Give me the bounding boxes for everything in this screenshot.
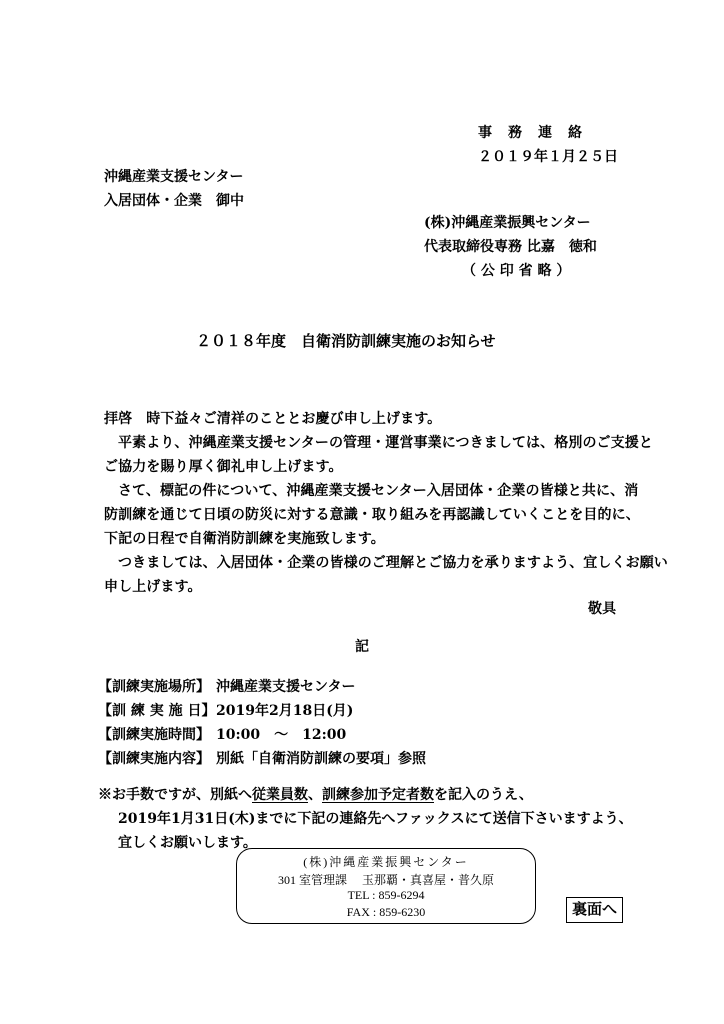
body-paragraph-line: 申し上げます。 — [104, 579, 202, 595]
body-paragraph-line: 下記の日程で自衛消防訓練を実施致します。 — [104, 531, 385, 547]
detail-value-time: 10:00 ～ 12:00 — [216, 727, 347, 743]
note-line-2: 2019年1月31日(木)までに下記の連絡先へファックスにて送信下さいますよう、 — [118, 811, 633, 827]
contact-box — [236, 848, 536, 924]
detail-value-content: 別紙「自衛消防訓練の要項」参照 — [216, 751, 426, 767]
recipient-center: 沖縄産業支援センター — [104, 169, 244, 185]
greeting: 拝啓 時下益々ご清祥のこととお慶び申し上げます。 — [104, 411, 442, 427]
note-text: 、 — [308, 787, 322, 803]
note-text: を記入のうえ、 — [434, 787, 533, 803]
sender-person: 代表取締役専務 比嘉 徳和 — [424, 239, 597, 255]
contact-tel: TEL : 859-6294 — [347, 888, 425, 902]
detail-label-content: 【訓練実施内容】 — [98, 751, 210, 767]
body-paragraph-line: ご協力を賜り厚く御礼申し上げます。 — [104, 459, 343, 475]
closing-keigu: 敬具 — [588, 601, 617, 617]
recipient-tenants: 入居団体・企業 御中 — [104, 193, 244, 209]
body-paragraph-line: 防訓練を通じて日頃の防災に対する意識・取り組みを再認識していくことを目的に、 — [104, 507, 640, 523]
document-date: ２０１９年１月２５日 — [478, 149, 618, 165]
body-paragraph-line: つきましては、入居団体・企業の皆様のご理解とご協力を承りますよう、宜しくお願い — [118, 555, 668, 571]
ki-heading: 記 — [355, 639, 369, 655]
note-participant-count: 訓練参加予定者数 — [322, 787, 434, 803]
note-text: ※お手数ですが、別紙へ — [98, 787, 252, 803]
contact-fax: FAX : 859-6230 — [346, 905, 426, 919]
detail-value-location: 沖縄産業支援センター — [216, 679, 356, 695]
detail-label-date: 【訓 練 実 施 日】 — [98, 703, 216, 719]
body-paragraph-line: さて、標記の件について、沖縄産業支援センター入居団体・企業の皆様と共に、消 — [118, 483, 639, 499]
detail-label-time: 【訓練実施時間】 — [98, 727, 210, 743]
document-type: 事 務 連 絡 — [478, 125, 583, 141]
note-line-3: 宜しくお願いします。 — [118, 835, 257, 851]
contact-company: (株)沖縄産業振興センター — [303, 855, 469, 869]
detail-label-location: 【訓練実施場所】 — [98, 679, 210, 695]
contact-department: 301 室管理課 玉那覇・真喜屋・普久原 — [277, 873, 494, 887]
note-line-1 — [98, 784, 533, 804]
turn-over-label: 裏面へ — [566, 897, 623, 923]
body-paragraph-line: 平素より、沖縄産業支援センターの管理・運営事業につきましては、格別のご支援と — [118, 435, 653, 451]
seal-omitted: （ 公 印 省 略 ） — [462, 263, 571, 279]
sender-company: (株)沖縄産業振興センター — [424, 215, 591, 231]
note-employee-count: 従業員数 — [252, 787, 308, 803]
document-title: ２０１８年度 自衛消防訓練実施のお知らせ — [196, 332, 496, 350]
detail-value-date: 2019年2月18日(月) — [216, 703, 354, 719]
